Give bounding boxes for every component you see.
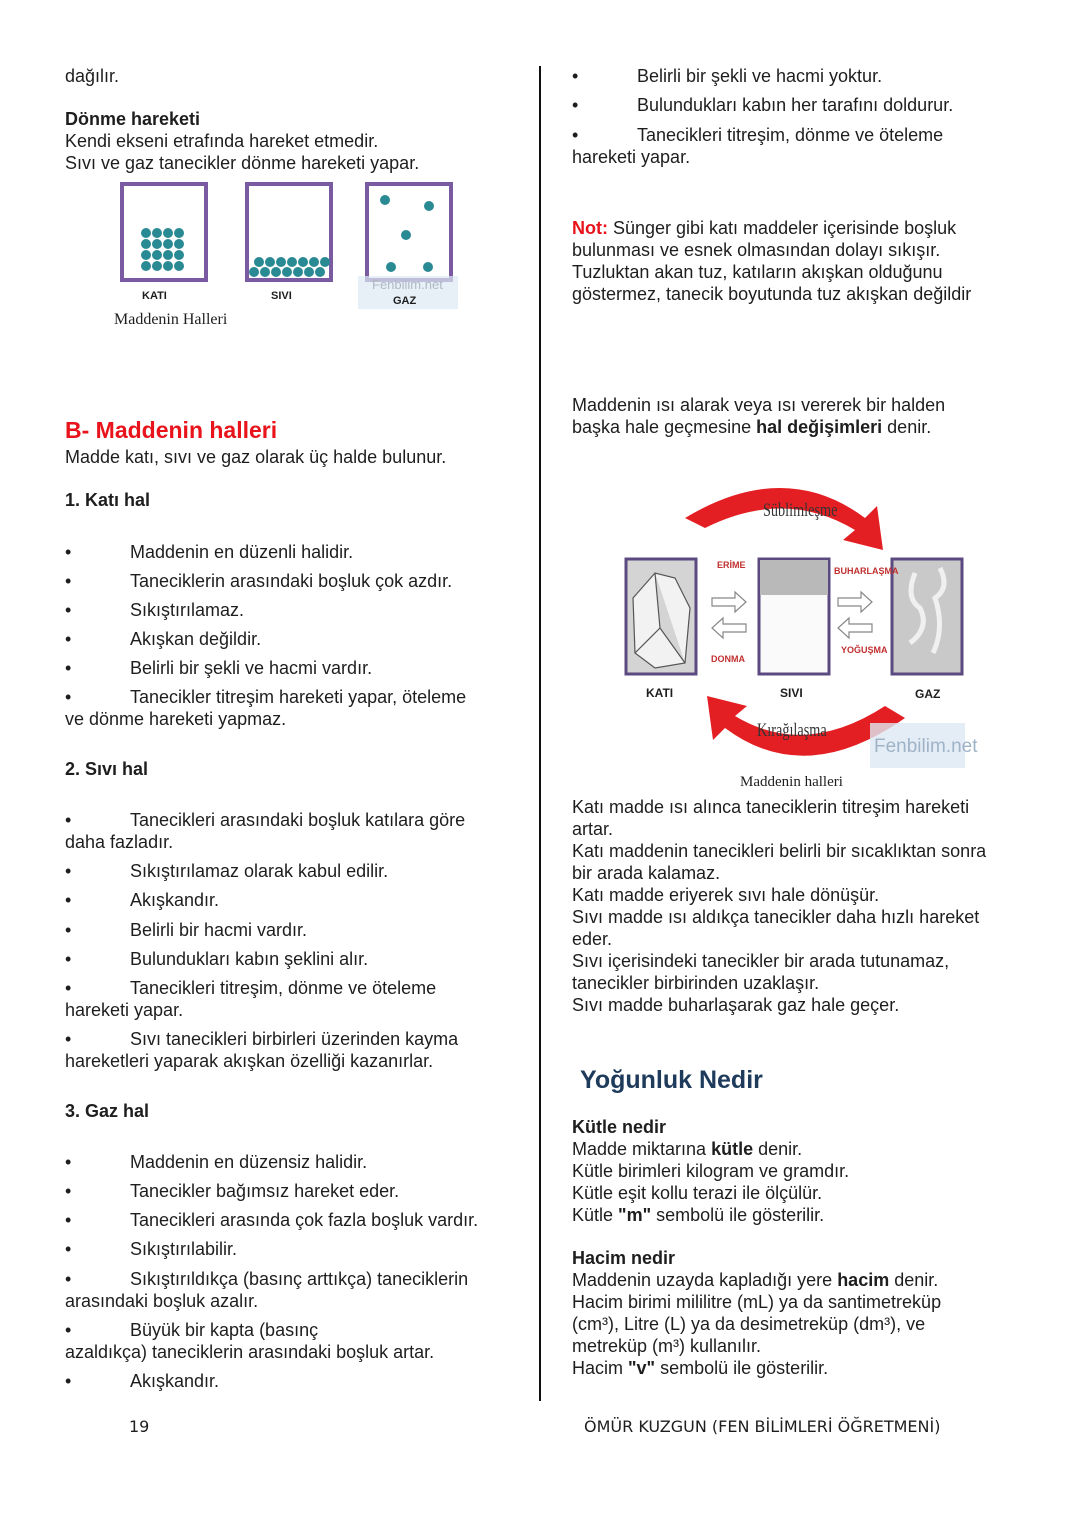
figure-caption: Maddenin Halleri bbox=[114, 311, 228, 328]
column-divider bbox=[539, 66, 541, 1401]
process-text: Katı madde ısı alınca taneciklerin titreşim hareketi artar. Katı maddenin tanecikleri belirli bir sıcaklıktan sonra bir arada kalamaz. Katı madde eriyerek sıvı hale dönüşür. Sıvı madde ısı aldıkça tanecikler daha hızlı hareket eder. Sıvı içerisindeki tanecikler bir arada tutunamaz, tanecikler birbirinden uzaklaşır. Sıvı madde buharlaşarak gaz hale geçer. bbox=[572, 797, 987, 1015]
bullet-item bbox=[65, 860, 535, 882]
text: denir. bbox=[753, 1139, 803, 1159]
author-footer: ÖMÜR KUZGUN (FEN BİLİMLERİ ÖĞRETMENİ) bbox=[584, 1417, 941, 1436]
bullet-text: Tanecikler titreşim hareketi yapar, öteleme ve dönme hareketi yapmaz. bbox=[65, 687, 467, 729]
text: denir. bbox=[889, 1270, 939, 1290]
bullet-text: Tanecikleri titreşim, dönme ve öteleme hareketi yapar. bbox=[65, 978, 437, 1020]
bullet-item bbox=[572, 124, 1042, 168]
bullet-text: Belirli bir hacmi vardır. bbox=[130, 920, 308, 940]
label-kati: KATI bbox=[646, 686, 674, 700]
bullet-text: Taneciklerin arasındaki boşluk çok azdır. bbox=[130, 571, 453, 591]
text: sembolü ile gösterilir. bbox=[655, 1358, 829, 1378]
bullet-icon: • bbox=[572, 95, 579, 115]
watermark: Fenbilim.net bbox=[874, 736, 978, 757]
bullet-text: Tanecikleri arasında çok fazla boşluk vardır. bbox=[130, 1210, 479, 1230]
section-title: B- Maddenin halleri bbox=[65, 417, 278, 443]
bullet-text: Sıkıştırıldıkça (basınç arttıkça) taneciklerin arasındaki boşluk azalır. bbox=[65, 1269, 469, 1311]
volume-units: Hacim birimi mililitre (mL) ya da santimetreküp (cm³), Litre (L) ya da desimetreküp (dm³), ve metreküp (m³) kullanılır. bbox=[572, 1292, 942, 1356]
bullet-icon: • bbox=[65, 1320, 72, 1340]
bullet-item bbox=[65, 919, 535, 941]
bullet-text: Belirli bir şekli ve hacmi vardır. bbox=[130, 658, 373, 678]
label-sivi: SIVI bbox=[271, 290, 292, 302]
bullet-item bbox=[65, 1180, 535, 1202]
label-kati: KATI bbox=[142, 290, 167, 302]
term: kütle bbox=[711, 1139, 754, 1159]
bullet-icon: • bbox=[65, 1210, 72, 1230]
freezing-label: DONMA bbox=[711, 654, 745, 664]
gas-heading: 3. Gaz hal bbox=[65, 1101, 150, 1121]
bullet-text: Tanecikleri titreşim, dönme ve öteleme hareketi yapar. bbox=[572, 125, 944, 167]
bullet-icon: • bbox=[65, 600, 72, 620]
bullet-item bbox=[572, 94, 1042, 116]
melting-label: ERİME bbox=[717, 560, 746, 570]
bullet-icon: • bbox=[65, 861, 72, 881]
bullet-item bbox=[65, 948, 535, 970]
bullet-text: Tanecikler bağımsız hareket eder. bbox=[130, 1181, 400, 1201]
bullet-icon: • bbox=[572, 125, 579, 145]
phase-change-definition bbox=[572, 394, 1032, 438]
bullet-item bbox=[65, 599, 535, 621]
liquid-heading: 2. Sıvı hal bbox=[65, 759, 149, 779]
bullet-text: Belirli bir şekli ve hacmi yoktur. bbox=[637, 66, 883, 86]
bullet-icon: • bbox=[65, 949, 72, 969]
bullet-item bbox=[65, 1028, 535, 1072]
bullet-item bbox=[65, 570, 535, 592]
text: sembolü ile gösterilir. bbox=[651, 1205, 825, 1225]
bullet-icon: • bbox=[65, 1371, 72, 1391]
bullet-item bbox=[65, 977, 535, 1021]
bullet-text: Sıkıştırılabilir. bbox=[130, 1239, 238, 1259]
bullet-item bbox=[65, 1151, 535, 1173]
bullet-icon: • bbox=[65, 687, 72, 707]
rotation-heading: Dönme hareketi bbox=[65, 109, 201, 129]
bullet-item bbox=[65, 686, 535, 730]
bullet-item bbox=[65, 1238, 535, 1260]
bullet-icon: • bbox=[65, 1029, 72, 1049]
bullet-item bbox=[65, 628, 535, 650]
bullet-item bbox=[65, 809, 535, 853]
mass-heading: Kütle nedir bbox=[572, 1117, 667, 1137]
symbol: "m" bbox=[618, 1205, 652, 1225]
bullet-text: Büyük bir kapta (basınç azaldıkça) taneciklerin arasındaki boşluk artar. bbox=[65, 1320, 435, 1362]
bullet-icon: • bbox=[65, 890, 72, 910]
rotation-text: Kendi ekseni etrafında hareket etmedir. Sıvı ve gaz tanecikler dönme hareketi yapar. bbox=[65, 131, 420, 173]
mass-line: Kütle birimleri kilogram ve gramdır. bbox=[572, 1161, 850, 1181]
def-end: denir. bbox=[882, 417, 932, 437]
text: Maddenin uzayda kapladığı yere bbox=[572, 1270, 838, 1290]
evaporation-label: BUHARLAŞMA bbox=[834, 566, 899, 576]
symbol: "v" bbox=[628, 1358, 656, 1378]
bullet-icon: • bbox=[65, 1269, 72, 1289]
bullet-text: Bulundukları kabın her tarafını doldurur. bbox=[637, 95, 954, 115]
bullet-item bbox=[572, 65, 1042, 87]
note bbox=[572, 217, 1032, 305]
bullet-icon: • bbox=[65, 658, 72, 678]
bullet-item bbox=[65, 1319, 535, 1363]
bullet-item bbox=[65, 1209, 535, 1231]
solid-heading: 1. Katı hal bbox=[65, 490, 151, 510]
bullet-icon: • bbox=[65, 810, 72, 830]
section-intro: Madde katı, sıvı ve gaz olarak üç halde bulunur. bbox=[65, 447, 447, 467]
deposition-label: Kırağılaşma bbox=[757, 720, 827, 741]
text: Hacim bbox=[572, 1358, 629, 1378]
bullet-text: Sıvı tanecikleri birbirleri üzerinden kayma hareketleri yaparak akışkan özelliği kazanırlar. bbox=[65, 1029, 459, 1071]
watermark: Fenbilim.net bbox=[372, 277, 443, 292]
def-term: hal değişimleri bbox=[756, 417, 883, 437]
label-gaz: GAZ bbox=[393, 295, 417, 307]
bullet-text: Bulundukları kabın şeklini alır. bbox=[130, 949, 369, 969]
bullet-icon: • bbox=[65, 920, 72, 940]
figure-caption: Maddenin halleri bbox=[740, 774, 843, 790]
liquid-container bbox=[247, 184, 331, 280]
bullet-icon: • bbox=[65, 978, 72, 998]
volume-line bbox=[572, 1269, 1032, 1291]
text: Madde miktarına bbox=[572, 1139, 712, 1159]
sublimation-label: Süblimleşme bbox=[763, 500, 838, 521]
mass-line: Kütle eşit kollu terazi ile ölçülür. bbox=[572, 1183, 823, 1203]
mass-line bbox=[572, 1204, 1032, 1226]
bullet-item bbox=[65, 889, 535, 911]
bullet-item bbox=[65, 1370, 535, 1392]
condensation-label: YOĞUŞMA bbox=[841, 645, 888, 655]
label-sivi: SIVI bbox=[780, 686, 803, 700]
page-number: 19 bbox=[129, 1417, 150, 1436]
bullet-item bbox=[65, 657, 535, 679]
phase-change-figure bbox=[615, 478, 978, 794]
intro-text: dağılır. bbox=[65, 66, 120, 86]
bullet-text: Akışkandır. bbox=[130, 1371, 220, 1391]
bullet-icon: • bbox=[65, 1181, 72, 1201]
bullet-text: Maddenin en düzenli halidir. bbox=[130, 542, 354, 562]
volume-heading: Hacim nedir bbox=[572, 1248, 676, 1268]
label-gaz: GAZ bbox=[915, 687, 941, 701]
bullet-icon: • bbox=[65, 1152, 72, 1172]
bullet-icon: • bbox=[572, 66, 579, 86]
bullet-icon: • bbox=[65, 629, 72, 649]
def-text: Maddenin ısı alarak veya ısı vererek bir halden başka hale geçmesine bbox=[572, 395, 946, 437]
bullet-text: Akışkandır. bbox=[130, 890, 220, 910]
volume-line bbox=[572, 1357, 1032, 1379]
note-label: Not: bbox=[572, 218, 608, 238]
bullet-item bbox=[65, 1268, 535, 1312]
bullet-text: Akışkan değildir. bbox=[130, 629, 262, 649]
gas-box bbox=[892, 559, 962, 674]
bullet-icon: • bbox=[65, 542, 72, 562]
bullet-item bbox=[65, 541, 535, 563]
term: hacim bbox=[837, 1270, 890, 1290]
bullet-text: Maddenin en düzensiz halidir. bbox=[130, 1152, 368, 1172]
mass-line bbox=[572, 1138, 1032, 1160]
bullet-text: Sıkıştırılamaz olarak kabul edilir. bbox=[130, 861, 389, 881]
note-text: Sünger gibi katı maddeler içerisinde boşluk bulunması ve esnek olmasından dolayı sıkışır. Tuzluktan akan tuz, katıların akışkan olduğunu göstermez, tanecik boyutunda tuz akışkan değildir bbox=[572, 218, 972, 304]
text: Kütle bbox=[572, 1205, 619, 1225]
density-title: Yoğunluk Nedir bbox=[580, 1066, 763, 1094]
bullet-text: Sıkıştırılamaz. bbox=[130, 600, 245, 620]
bullet-text: Tanecikleri arasındaki boşluk katılara göre daha fazladır. bbox=[65, 810, 466, 852]
solid-container bbox=[122, 184, 206, 280]
bullet-icon: • bbox=[65, 571, 72, 591]
bullet-icon: • bbox=[65, 1239, 72, 1259]
